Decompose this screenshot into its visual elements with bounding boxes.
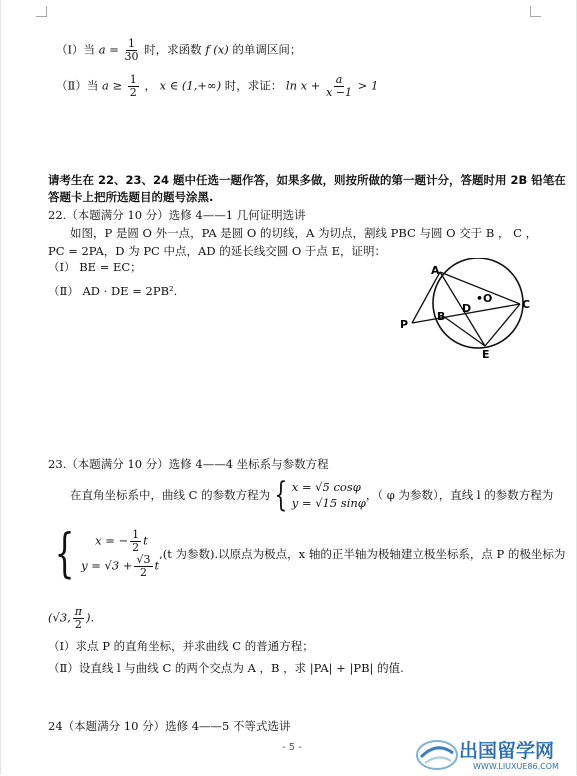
q21-part1-frac xyxy=(125,38,139,63)
q21-part2-gt: > 1 xyxy=(357,78,379,93)
polar-post: ). xyxy=(86,610,95,625)
q23-part1: （Ⅰ）求点 P 的直角坐标，并求曲线 C 的普通方程； xyxy=(48,639,314,653)
instructions-line2: 答题卡上把所选题目的题号涂黑. xyxy=(48,190,214,204)
q21-part1-tail: 的单调区间； xyxy=(232,42,302,57)
frac-den: 30 xyxy=(124,50,139,63)
q21-part2-label: （Ⅱ）当 xyxy=(56,78,99,93)
q24-title: 24（本题满分 10 分）选修 4——5 不等式选讲 xyxy=(48,719,291,733)
frac-num: √3 xyxy=(136,553,151,566)
q23-curve-system xyxy=(292,479,366,511)
frac-den: x −1 xyxy=(326,86,353,99)
q22-title: 22.（本题满分 10 分）选修 4——1 几何证明选讲 xyxy=(48,208,306,222)
frac-den: 2 xyxy=(129,86,137,99)
label-e: E xyxy=(482,348,490,361)
q23-polar xyxy=(48,606,94,631)
crop-mark-left xyxy=(36,6,47,17)
q23-line-tail: ,(t 为参数).以原点为极点，x 轴的正半轴为极轴建立极坐标系，点 P 的极坐标为 xyxy=(159,547,566,561)
q23-intro-tail: ，（ φ 为参数），直线 l 的参数方程为 xyxy=(365,488,554,502)
label-a: A xyxy=(431,264,440,277)
line-x-pre: x = − xyxy=(95,533,129,548)
q21-part2-age: a ≥ xyxy=(101,78,123,93)
logo-url: WWW.LIUXUE86.COM xyxy=(473,762,559,771)
q21-part2-lnx: ln x + xyxy=(285,78,321,93)
q21-part2-cond: x ∈ (1,+∞) xyxy=(159,78,222,93)
q21-part1-mid: 时，求函数 xyxy=(144,42,202,57)
frac-num: a xyxy=(335,73,343,86)
q22-part1: （Ⅰ） BE = EC； xyxy=(48,260,142,274)
q22-part2: （Ⅱ） AD · DE = 2PB². xyxy=(48,284,178,298)
line-x-post: t xyxy=(143,533,148,548)
frac-den: 2 xyxy=(74,618,82,631)
frac-den: 2 xyxy=(132,541,140,554)
label-c: C xyxy=(522,298,531,311)
q21-part1-aeq: a = xyxy=(98,42,119,57)
line-be xyxy=(443,316,485,346)
brace-curve: { xyxy=(274,475,288,515)
geometry-figure xyxy=(390,258,550,368)
polar-pre: (√3, xyxy=(48,610,71,625)
crop-mark-right xyxy=(530,6,541,17)
logo-icon xyxy=(415,735,575,773)
label-p: P xyxy=(400,318,409,331)
frac-num: 1 xyxy=(132,528,140,541)
q21-part1 xyxy=(56,38,301,63)
q21-part2-mid2: 时，求证： xyxy=(224,78,283,93)
frac-num: 1 xyxy=(129,73,137,86)
q23-title: 23.（本题满分 10 分）选修 4——4 坐标系与参数方程 xyxy=(48,457,329,471)
frac-den: 2 xyxy=(139,566,147,579)
logo-text: 出国留学网 xyxy=(459,740,555,762)
q23-intro-row xyxy=(70,475,554,515)
frac-num: 1 xyxy=(128,37,136,50)
q22-line2: PC = 2PA，D 为 PC 中点，AD 的延长线交圆 O 于点 E，证明： xyxy=(48,244,386,258)
line-ec xyxy=(485,304,520,346)
instructions-line1: 请考生在 22、23、24 题中任选一题作答，如果多做，则按所做的第一题计分，答题时用 2B 铅笔在 xyxy=(48,173,566,187)
q23-line-row xyxy=(48,524,566,584)
q23-line-system xyxy=(81,529,159,579)
label-o: •O xyxy=(476,292,493,305)
q21-part2-frac2 xyxy=(326,74,352,99)
label-b: B xyxy=(437,310,446,323)
q21-part2 xyxy=(56,74,378,99)
curve-y-eq: y = √15 sinφ xyxy=(291,496,366,510)
q22-line1: 如图，P 是圆 O 外一点，PA 是圆 O 的切线，A 为切点，割线 PBC 与圆 O 交于 B ， C ， xyxy=(70,226,538,240)
label-d: D xyxy=(462,302,472,315)
page-number: - 5 - xyxy=(282,742,302,753)
curve-x-eq: x = √5 cosφ xyxy=(291,480,361,494)
q21-part1-func: f (x) xyxy=(205,42,229,57)
q23-intro: 在直角坐标系中，曲线 C 的参数方程为 xyxy=(70,488,271,502)
watermark-logo xyxy=(415,735,575,773)
line-y-pre: y = √3 + xyxy=(81,558,133,573)
frac-num: π xyxy=(74,605,83,618)
q21-part2-mid: ， xyxy=(144,78,156,93)
q21-part2-frac xyxy=(128,74,139,99)
line-pa xyxy=(412,272,440,323)
q21-part1-label: （Ⅰ）当 xyxy=(56,42,96,57)
brace-line: { xyxy=(54,524,75,584)
line-y-post: t xyxy=(154,558,160,573)
q23-part2: （Ⅱ）设直线 l 与曲线 C 的两个交点为 A ，B ，求 |PA| + |PB| 的值. xyxy=(48,661,404,675)
